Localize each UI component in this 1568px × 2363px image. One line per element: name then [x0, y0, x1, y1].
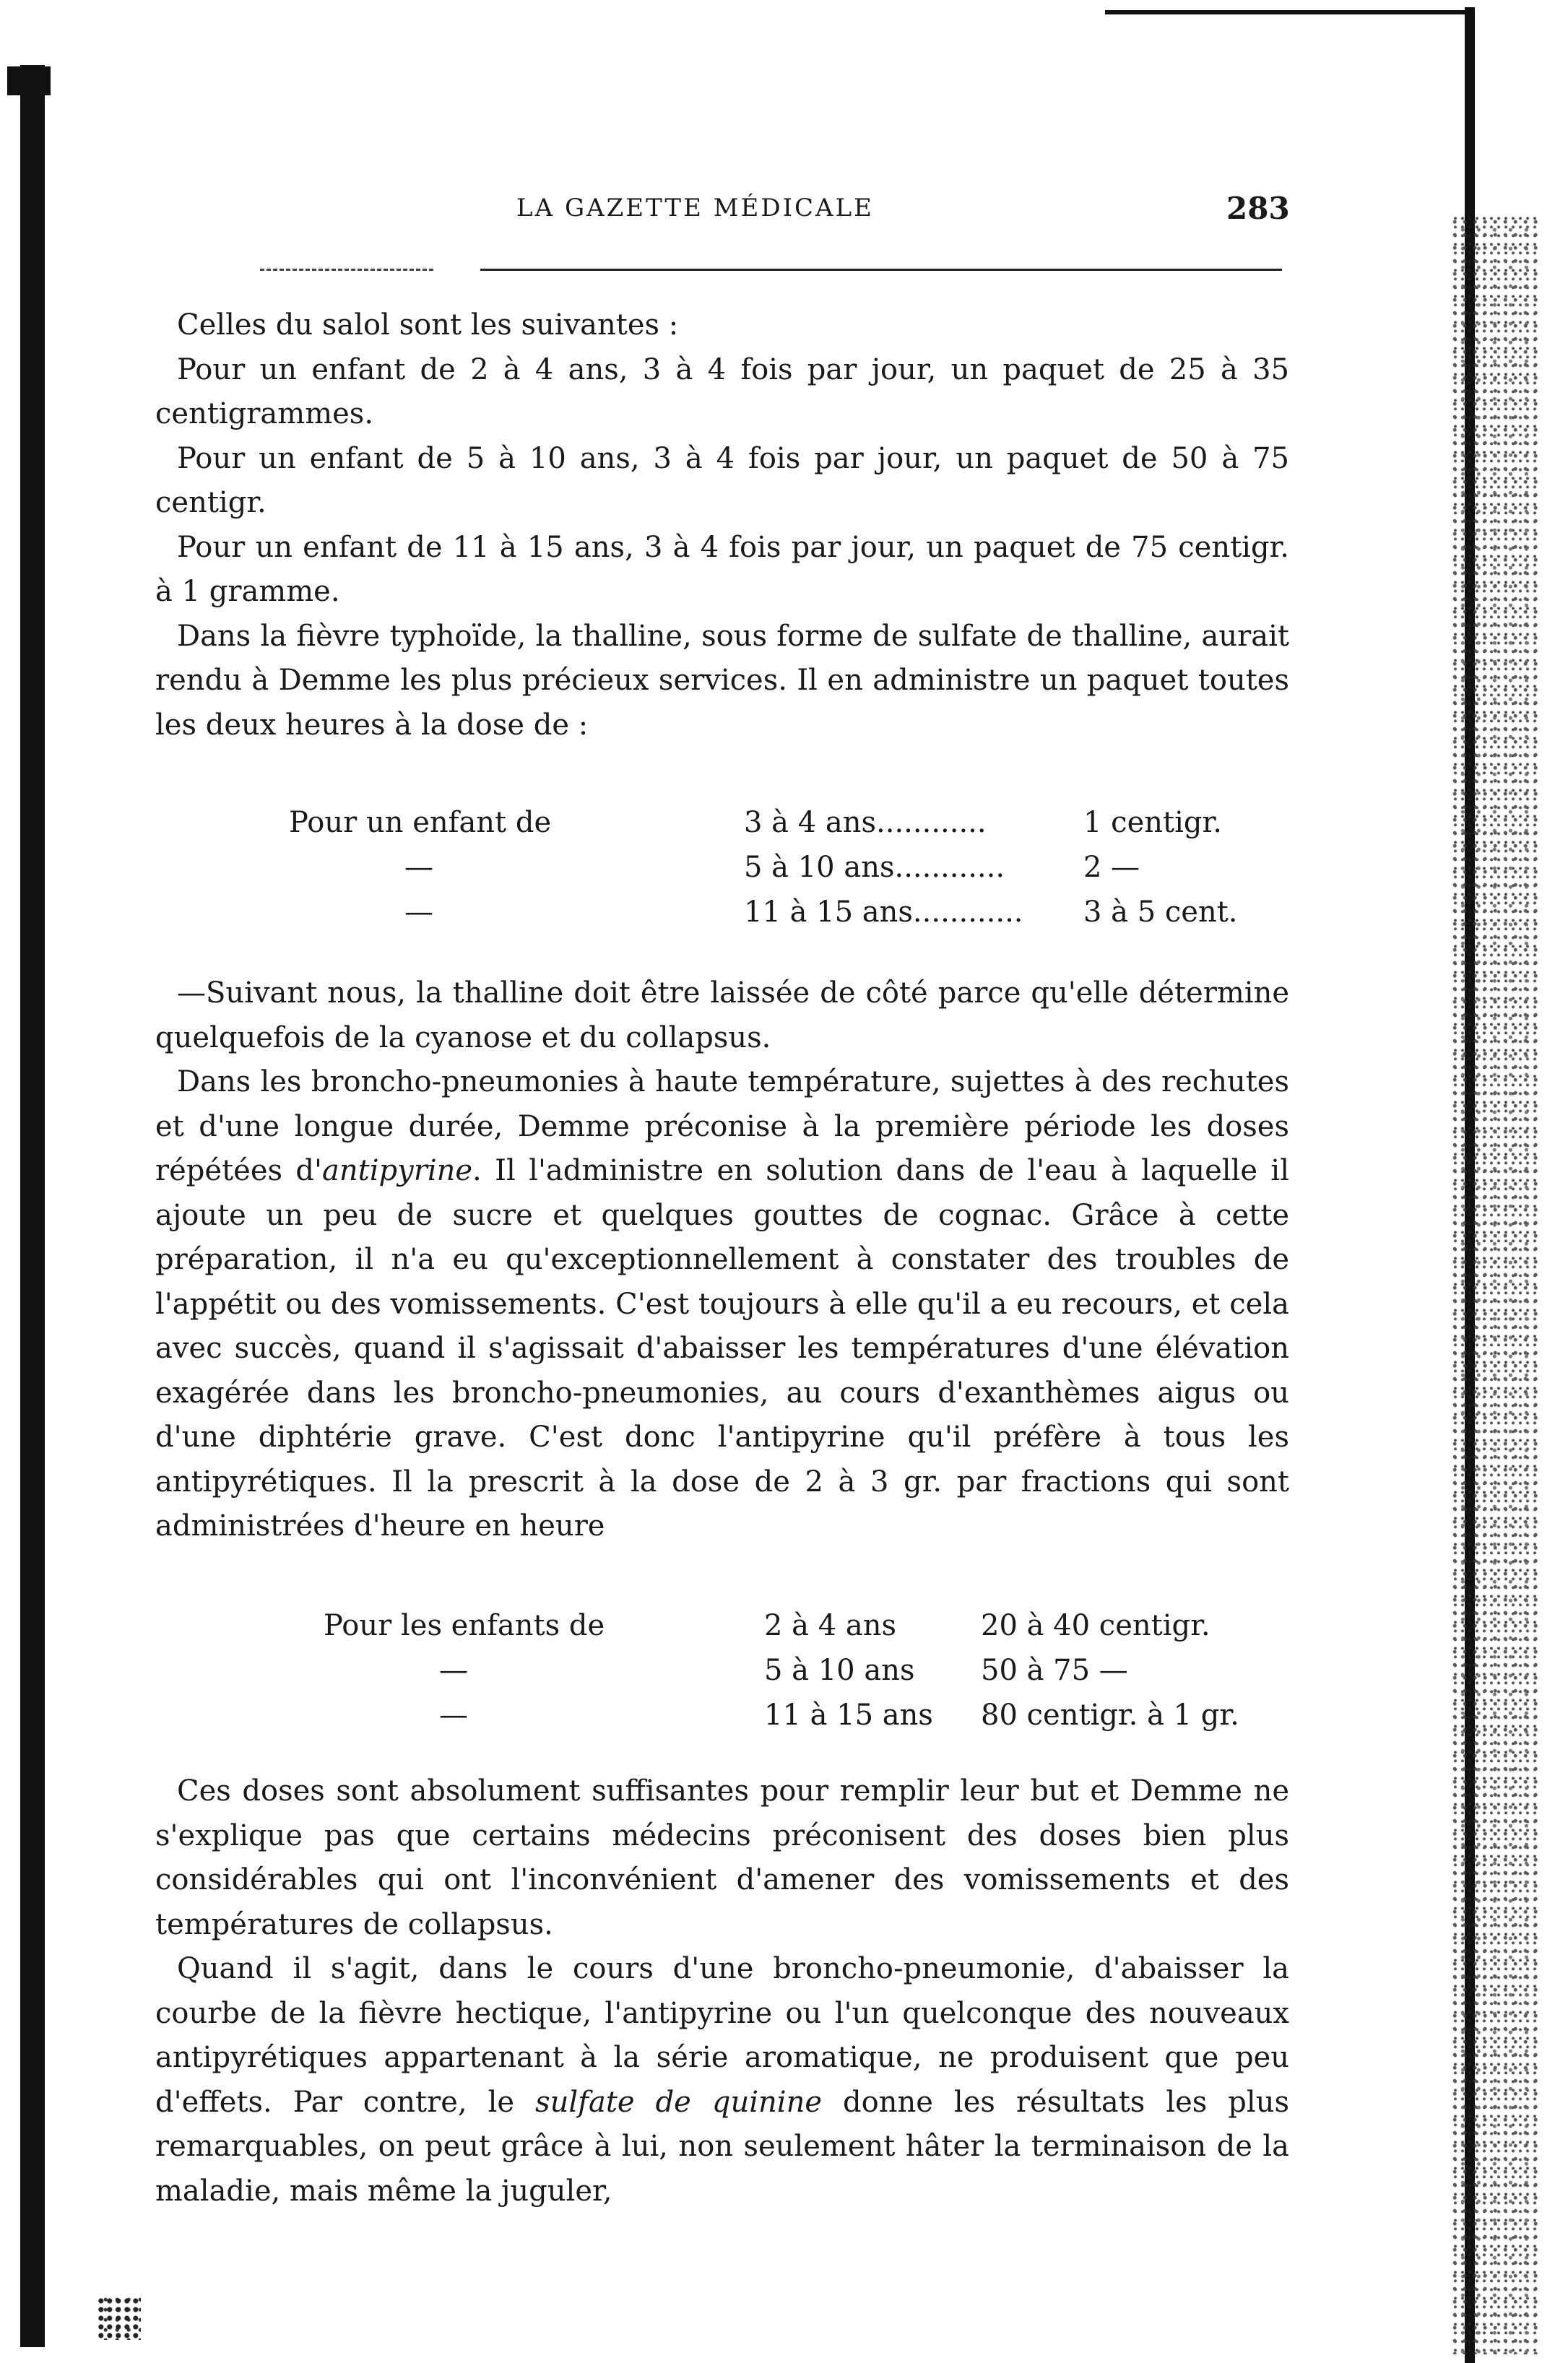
table-cell: —	[439, 1699, 468, 1732]
text-run: Quand il s'agit, dans le cours d'une broncho-pneumonie, d'abaisser la courbe de la fièvre hectique, l'antipyrine ou l'un quelconque des nouveaux antipyrétiques appartenant à la série aromatique, ne produisent que peu d'effets. Par contre, le	[155, 1952, 1289, 2119]
text-block-quinine	[155, 1769, 1289, 2214]
scan-binding-notch	[7, 66, 51, 95]
italic-term: antipyrine	[322, 1154, 473, 1187]
scan-right-noise	[1452, 217, 1538, 2354]
table-cell: —	[439, 1654, 468, 1687]
table-cell: 2 à 4 ans	[764, 1609, 897, 1642]
table-row	[289, 800, 1271, 845]
table-cell: 50 à 75 —	[981, 1654, 1128, 1687]
text-run: Dans les broncho-pneumonies à haute température, sujettes à des rechutes et d'une longue durée, Demme préconise à la première période les doses répétées d'	[155, 1065, 1289, 1187]
paragraph: Pour un enfant de 5 à 10 ans, 3 à 4 fois par jour, un paquet de 50 à 75 centigr.	[155, 441, 1289, 519]
table-cell: 3 à 4 ans............	[744, 806, 987, 839]
paragraph	[155, 1947, 1289, 2214]
table-row	[324, 1603, 1270, 1648]
paragraph: Dans la fièvre typhoïde, la thalline, sous forme de sulfate de thalline, aurait rendu à Demme les plus précieux services. Il en administre un paquet toutes les deux heures à la dose de :	[155, 619, 1289, 742]
table-cell: 5 à 10 ans	[764, 1654, 915, 1687]
paragraph: —Suivant nous, la thalline doit être laissée de côté parce qu'elle détermine quelquefois de la cyanose et du collapsus.	[155, 976, 1289, 1054]
paragraph: Pour un enfant de 11 à 15 ans, 3 à 4 fois par jour, un paquet de 75 centigr. à 1 gramme.	[155, 530, 1289, 608]
table-cell: 20 à 40 centigr.	[981, 1609, 1210, 1642]
paragraph: Ces doses sont absolument suffisantes pour remplir leur but et Demme ne s'explique pas que certains médecins préconisent des doses bien plus considérables qui ont l'inconvénient d'amener des vomissements et des températures de collapsus.	[155, 1774, 1289, 1941]
paragraph	[155, 1060, 1289, 1549]
text-block-antipyrine	[155, 971, 1289, 1549]
table-row	[289, 890, 1271, 935]
scan-top-edge	[1105, 10, 1473, 14]
table-cell: —	[404, 851, 433, 884]
italic-term: sulfate de quinine	[535, 2085, 823, 2119]
dosage-table-thalline	[289, 800, 1271, 935]
paragraph: Celles du salol sont les suivantes :	[177, 308, 679, 342]
table-row	[324, 1648, 1270, 1693]
header-rule-dashed	[260, 269, 433, 271]
text-run: . Il l'administre en solution dans de l'eau à laquelle il ajoute un peu de sucre et quelques gouttes de cognac. Grâce à cette préparation, il n'a eu qu'exceptionnellement à constater des troubles de l'appétit ou des vomissements. C'est toujours à elle qu'il a eu recours, et cela avec succès, quand il s'agissait d'abaisser les températures d'une élévation exagérée dans les broncho-pneumonies, au cours d'exanthèmes aigus ou d'une diphtérie grave. C'est donc l'antipyrine qu'il préfère à tous les antipyrétiques. Il la prescrit à la dose de 2 à 3 gr. par fractions qui sont administrées d'heure en heure	[155, 1154, 1289, 1543]
table-cell: 5 à 10 ans............	[744, 851, 1005, 884]
table-row	[289, 845, 1271, 890]
page-number: 283	[1226, 191, 1290, 226]
dosage-table-antipyrine	[324, 1603, 1270, 1738]
table-cell: Pour un enfant de	[289, 806, 552, 839]
text-run: donne les résultats les plus remarquables, on peut grâce à lui, non seulement hâter la terminaison de la maladie, mais même la juguler,	[155, 2085, 1289, 2208]
table-cell: 80 centigr. à 1 gr.	[981, 1699, 1239, 1732]
paragraph: Pour un enfant de 2 à 4 ans, 3 à 4 fois par jour, un paquet de 25 à 35 centigrammes.	[155, 352, 1289, 430]
table-cell: 2 —	[1083, 851, 1140, 884]
running-title: LA GAZETTE MÉDICALE	[516, 194, 874, 222]
table-cell: —	[404, 896, 433, 929]
table-cell: 1 centigr.	[1083, 806, 1222, 839]
table-cell: 11 à 15 ans	[764, 1699, 933, 1732]
text-block-salol	[155, 303, 1289, 747]
scan-corner-speck	[98, 2297, 141, 2340]
header-rule	[480, 269, 1282, 271]
table-cell: 3 à 5 cent.	[1083, 896, 1238, 929]
scan-binding-shadow	[20, 65, 45, 2347]
table-row	[324, 1693, 1270, 1738]
table-cell: Pour les enfants de	[324, 1609, 605, 1642]
table-cell: 11 à 15 ans............	[744, 896, 1023, 929]
